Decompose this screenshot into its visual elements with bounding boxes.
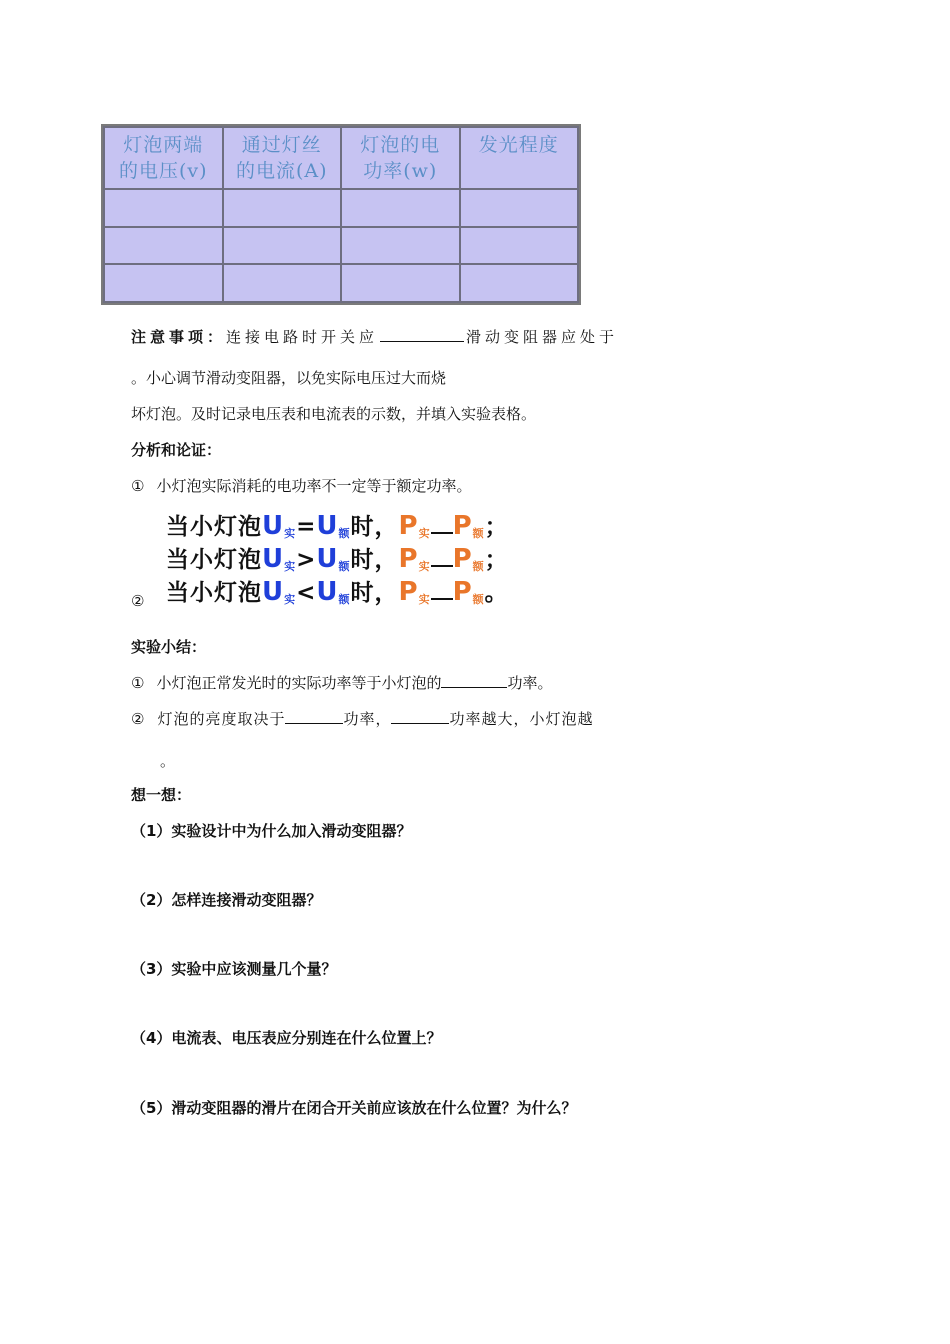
- condition-greater: 当小灯泡$U_实>U_额$时，$P_实$ $P_额$；: [166, 544, 509, 574]
- table-row: [104, 227, 578, 265]
- power-type-blank-2: [391, 707, 449, 724]
- summary-item-2-end: 。: [160, 752, 176, 770]
- power-type-blank: [285, 707, 343, 724]
- question-2: （2）怎样连接滑动变阻器？: [131, 891, 322, 909]
- notes-heading: 注意事项：: [131, 328, 227, 346]
- condition-equal: 当小灯泡$U_实=U_额$时，$P_实$ $P_额$；: [166, 511, 509, 541]
- notes-line-2: 。小心调节滑动变阻器，以免实际电压过大而烧: [131, 369, 447, 387]
- think-heading: 想一想：: [131, 786, 192, 804]
- question-5: （5）滑动变阻器的滑片在闭合开关前应该放在什么位置？为什么？: [131, 1099, 577, 1117]
- header-brightness: 发光程度: [460, 127, 579, 189]
- question-3: （3）实验中应该测量几个量？: [131, 960, 337, 978]
- analysis-item-1: ① 小灯泡实际消耗的电功率不一定等于额定功率。: [131, 477, 472, 495]
- compare-blank: [431, 547, 453, 567]
- question-1: （1）实验设计中为什么加入滑动变阻器？: [131, 822, 412, 840]
- analysis-item-2-num: ②: [131, 592, 145, 610]
- header-power: 灯泡的电 功率(w): [341, 127, 460, 189]
- condition-less: 当小灯泡$U_实<U_额$时，$P_实$ $P_额$。: [166, 577, 509, 607]
- summary-item-2: ② 灯泡的亮度取决于 功率， 功率越大，小灯泡越: [131, 707, 594, 730]
- notes-line-3: 坏灯泡。及时记录电压表和电流表的示数，并填入实验表格。: [131, 405, 537, 423]
- question-4: （4）电流表、电压表应分别连在什么位置上？: [131, 1029, 442, 1047]
- data-table: [101, 124, 581, 305]
- switch-state-blank: [380, 325, 464, 342]
- compare-blank: [431, 580, 453, 600]
- analysis-heading: 分析和论证：: [131, 441, 222, 459]
- table-row: [104, 264, 578, 302]
- header-current: 通过灯丝 的电流(A): [223, 127, 342, 189]
- header-voltage: 灯泡两端 的电压(v): [104, 127, 223, 189]
- notes-line-1: 注意事项：连接电路时开关应 滑动变阻器应处于: [131, 325, 651, 348]
- summary-item-1: ① 小灯泡正常发光时的实际功率等于小灯泡的 功率。: [131, 671, 552, 694]
- summary-heading: 实验小结：: [131, 638, 207, 656]
- table-row: [104, 189, 578, 227]
- compare-blank: [431, 514, 453, 534]
- rated-power-blank: [441, 671, 507, 688]
